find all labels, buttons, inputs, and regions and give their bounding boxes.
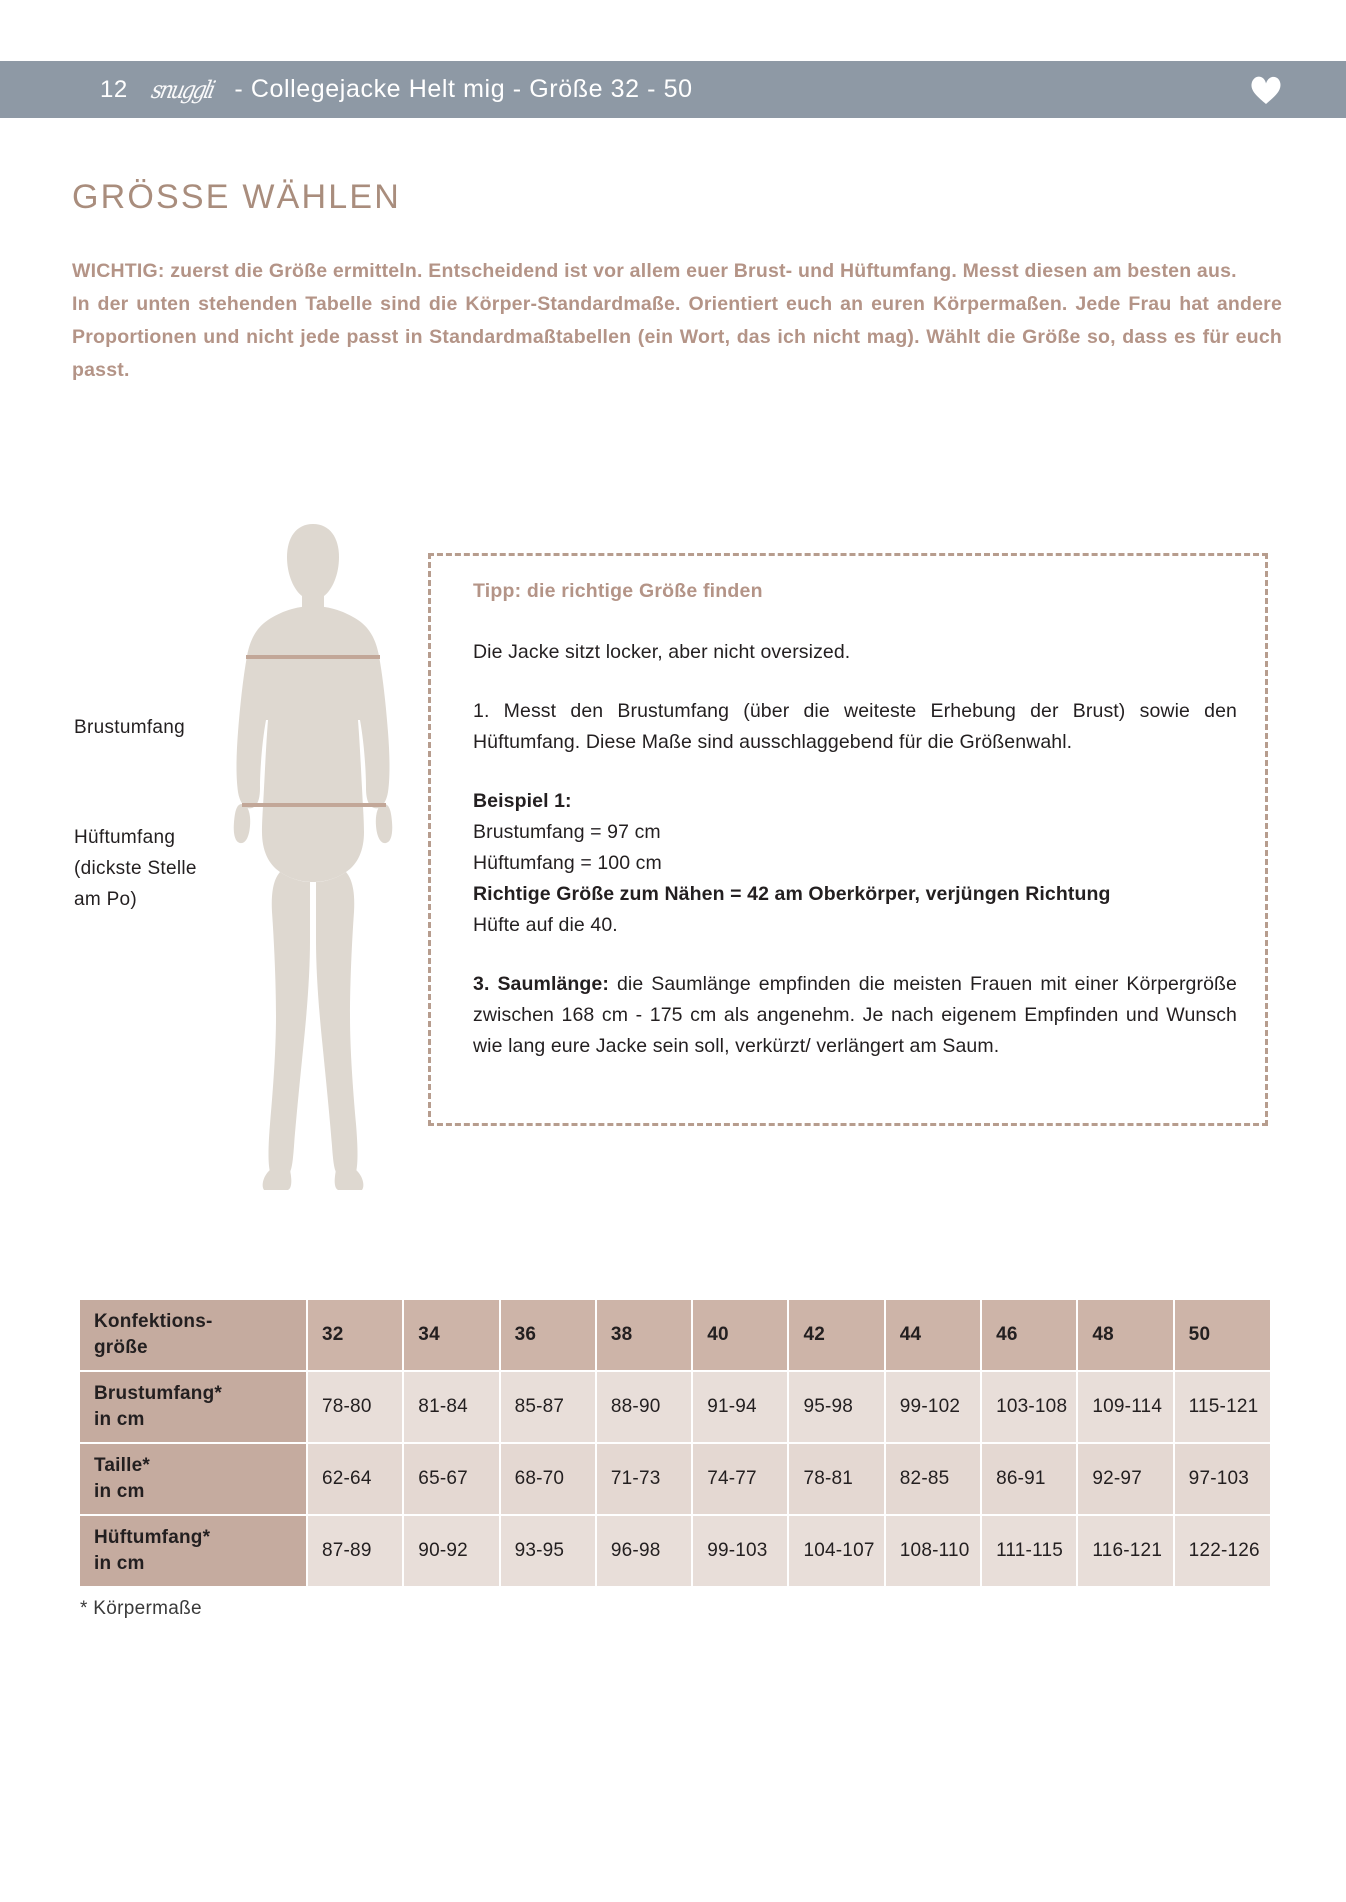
table-cell: 88-90	[596, 1371, 692, 1443]
table-cell: 62-64	[307, 1443, 403, 1515]
row-label-line-1: Taille*	[94, 1455, 150, 1476]
tip-box-title: Tipp: die richtige Größe finden	[473, 580, 763, 602]
table-cell: 111-115	[981, 1515, 1077, 1586]
table-cell: 74-77	[692, 1443, 788, 1515]
table-cell: 116-121	[1077, 1515, 1173, 1586]
table-row	[80, 1515, 1270, 1586]
row-label-taille	[80, 1443, 307, 1515]
table-cell: 65-67	[403, 1443, 499, 1515]
row-label-line-1: Hüftumfang*	[94, 1527, 211, 1548]
table-cell: 99-103	[692, 1515, 788, 1586]
page-title: GRÖSSE WÄHLEN	[72, 178, 401, 216]
table-header-label	[80, 1300, 307, 1371]
table-cell: 68-70	[500, 1443, 596, 1515]
hip-label-line-1: Hüftumfang	[74, 827, 176, 848]
row-label-line-2: in cm	[94, 1409, 145, 1430]
table-footnote: * Körpermaße	[80, 1598, 202, 1619]
table-cell: 109-114	[1077, 1371, 1173, 1443]
size-header-cell: 48	[1077, 1300, 1173, 1371]
hip-label-line-2: (dickste Stelle	[74, 858, 197, 879]
size-chart-body	[80, 1300, 1270, 1586]
example-bust: Brustumfang = 97 cm	[473, 821, 661, 843]
row-label-brustumfang	[80, 1371, 307, 1443]
size-chart-table	[80, 1300, 1270, 1586]
table-header-label-line-2: größe	[94, 1337, 148, 1358]
intro-text	[72, 255, 1282, 387]
table-cell: 108-110	[885, 1515, 981, 1586]
size-header-cell: 40	[692, 1300, 788, 1371]
hip-measure-label	[74, 822, 197, 915]
example-heading: Beispiel 1:	[473, 790, 572, 812]
table-cell: 85-87	[500, 1371, 596, 1443]
intro-paragraph-1: WICHTIG: zuerst die Größe ermitteln. Entscheidend ist vor allem euer Brust- und Hüftumfang. Messt diesen am besten aus.	[72, 260, 1237, 282]
table-cell: 104-107	[788, 1515, 884, 1586]
size-header-cell: 32	[307, 1300, 403, 1371]
table-cell: 93-95	[500, 1515, 596, 1586]
intro-paragraph-2: In der unten stehenden Tabelle sind die Körper-Standardmaße. Orientiert euch an euren Körpermaßen. Jede Frau hat andere Proportionen und nicht jede passt in Standardmaßtabellen (ein Wort, das ich nicht mag). Wählt die Größe so, dass es für euch passt.	[72, 293, 1282, 381]
tip-step-3-text: die Saumlänge empfinden die meisten Frauen mit einer Körpergröße zwischen 168 cm - 175 cm als angenehm. Je nach eigenem Empfinden und Wunsch wie lang eure Jacke sein soll, verkürzt/ verlängert am Saum.	[473, 973, 1237, 1057]
table-cell: 122-126	[1174, 1515, 1270, 1586]
body-silhouette-figure	[218, 520, 408, 1200]
tip-step-3	[473, 969, 1237, 1062]
size-header-cell: 50	[1174, 1300, 1270, 1371]
example-hip: Hüftumfang = 100 cm	[473, 852, 662, 874]
header-title: - Collegejacke Helt mig - Größe 32 - 50	[234, 75, 693, 103]
female-body-silhouette-icon	[218, 520, 408, 1200]
tip-step-3-label: 3. Saumlänge:	[473, 973, 609, 995]
tip-intro-text: Die Jacke sitzt locker, aber nicht oversized.	[473, 641, 851, 663]
brand-logo: snuggli	[148, 75, 216, 104]
table-row	[80, 1371, 1270, 1443]
table-cell: 71-73	[596, 1443, 692, 1515]
bust-measure-label	[74, 712, 185, 743]
hip-label-line-3: am Po)	[74, 889, 138, 910]
table-header-label-line-1: Konfektions-	[94, 1311, 213, 1332]
table-cell: 86-91	[981, 1443, 1077, 1515]
table-cell: 103-108	[981, 1371, 1077, 1443]
bust-label-text: Brustumfang	[74, 717, 186, 738]
size-header-cell: 36	[500, 1300, 596, 1371]
row-label-hueftumfang	[80, 1515, 307, 1586]
example-block	[473, 786, 1237, 941]
example-result-bold: Richtige Größe zum Nähen = 42 am Oberkörper, verjüngen Richtung	[473, 883, 1111, 905]
table-header-row	[80, 1300, 1270, 1371]
table-cell: 97-103	[1174, 1443, 1270, 1515]
page-number: 12	[100, 75, 128, 103]
table-cell: 81-84	[403, 1371, 499, 1443]
row-label-line-2: in cm	[94, 1553, 145, 1574]
table-cell: 96-98	[596, 1515, 692, 1586]
example-result-rest: Hüfte auf die 40.	[473, 914, 618, 936]
page-header-bar	[0, 61, 1346, 118]
table-cell: 92-97	[1077, 1443, 1173, 1515]
size-header-cell: 38	[596, 1300, 692, 1371]
hip-measure-line-icon	[242, 803, 386, 807]
table-cell: 82-85	[885, 1443, 981, 1515]
table-cell: 115-121	[1174, 1371, 1270, 1443]
table-cell: 91-94	[692, 1371, 788, 1443]
size-header-cell: 42	[788, 1300, 884, 1371]
bust-measure-line-icon	[246, 655, 380, 659]
size-header-cell: 34	[403, 1300, 499, 1371]
tip-step-1: 1. Messt den Brustumfang (über die weiteste Erhebung der Brust) sowie den Hüftumfang. Diese Maße sind ausschlaggebend für die Größenwahl.	[473, 700, 1237, 753]
size-header-cell: 44	[885, 1300, 981, 1371]
table-cell: 78-81	[788, 1443, 884, 1515]
table-cell: 90-92	[403, 1515, 499, 1586]
size-header-cell: 46	[981, 1300, 1077, 1371]
row-label-line-1: Brustumfang*	[94, 1383, 223, 1404]
table-row	[80, 1443, 1270, 1515]
table-cell: 99-102	[885, 1371, 981, 1443]
tip-box-body	[473, 637, 1237, 1062]
table-cell: 87-89	[307, 1515, 403, 1586]
tip-box	[428, 553, 1268, 1126]
row-label-line-2: in cm	[94, 1481, 145, 1502]
heart-icon	[1248, 72, 1284, 108]
table-cell: 78-80	[307, 1371, 403, 1443]
table-cell: 95-98	[788, 1371, 884, 1443]
